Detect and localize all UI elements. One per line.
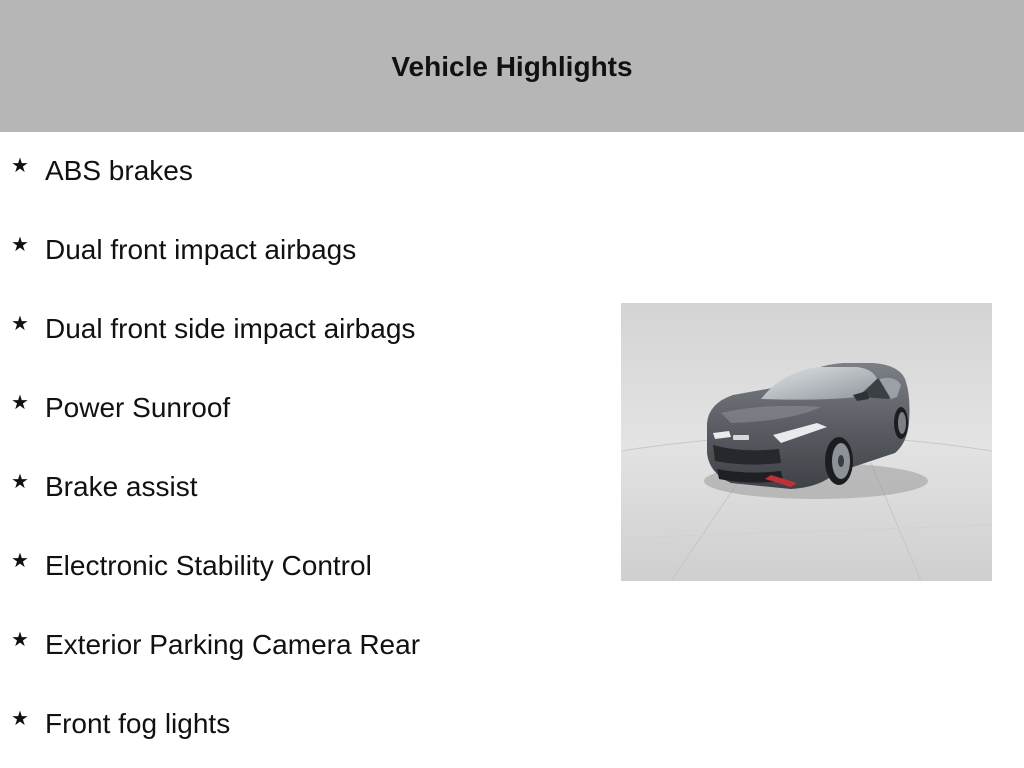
star-icon: ★: [11, 313, 29, 335]
page-header: [0, 0, 1024, 132]
feature-item: [0, 290, 600, 369]
page-title: Vehicle Highlights: [391, 51, 633, 82]
star-icon: ★: [11, 629, 29, 651]
vehicle-photo: [621, 303, 992, 581]
feature-label: ABS brakes: [45, 155, 193, 186]
feature-label: Electronic Stability Control: [45, 550, 372, 581]
star-icon: ★: [11, 708, 29, 730]
feature-item: [0, 448, 600, 527]
feature-label: Exterior Parking Camera Rear: [45, 629, 421, 660]
star-icon: ★: [11, 392, 29, 414]
star-icon: ★: [11, 155, 29, 177]
feature-item: [0, 685, 600, 764]
star-icon: ★: [11, 234, 29, 256]
feature-label: Dual front impact airbags: [45, 234, 357, 265]
feature-item: [0, 211, 600, 290]
feature-label: Front fog lights: [45, 708, 231, 739]
feature-item: [0, 132, 600, 211]
feature-item: [0, 527, 600, 606]
feature-label: Dual front side impact airbags: [45, 313, 416, 344]
feature-item: [0, 606, 600, 685]
star-icon: ★: [11, 550, 29, 572]
feature-label: Power Sunroof: [45, 392, 231, 423]
feature-item: [0, 369, 600, 448]
feature-label: Brake assist: [45, 471, 198, 502]
star-icon: ★: [11, 471, 29, 493]
